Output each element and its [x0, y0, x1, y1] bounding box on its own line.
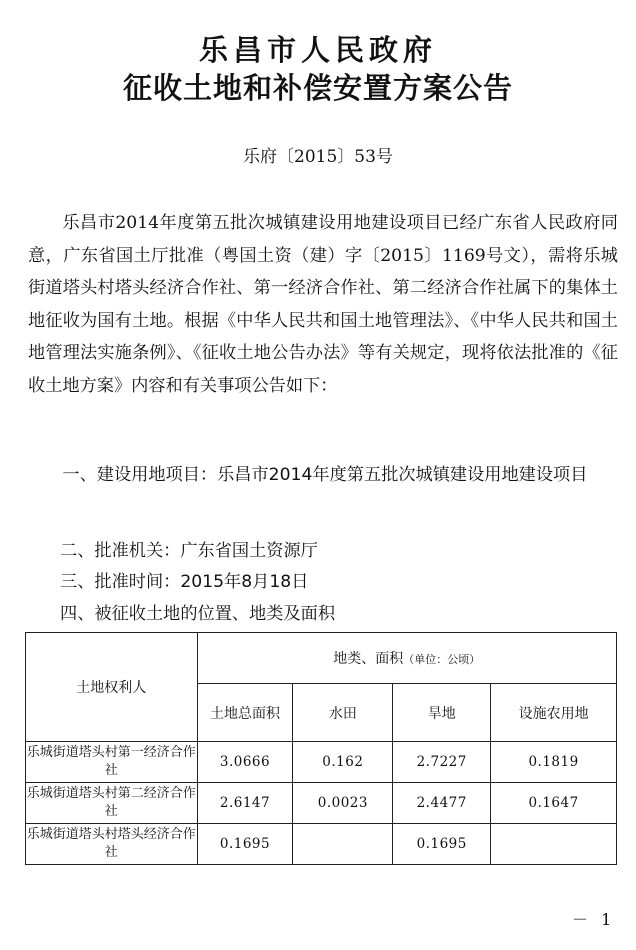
facility-area-cell: 0.1647 — [491, 783, 617, 824]
dry-area-cell: 2.7227 — [393, 742, 491, 783]
table-header-row — [26, 633, 617, 684]
dry-area-cell: 2.4477 — [393, 783, 491, 824]
document-number: 乐府〔2015〕53号 — [243, 147, 393, 167]
section-4-land-info: 四、被征收土地的位置、地类及面积 — [60, 604, 336, 624]
column-header-paddy: 水田 — [293, 684, 393, 742]
total-area-cell: 2.6147 — [197, 783, 293, 824]
total-area-cell: 3.0666 — [197, 742, 293, 783]
title-line-2: 征收土地和补偿安置方案公告 — [122, 71, 513, 105]
paddy-area-cell — [293, 824, 393, 865]
table-row — [26, 783, 617, 824]
intro-paragraph: 乐昌市2014年度第五批次城镇建设用地建设项目已经广东省人民政府同意，广东省国土厅批准（粤国土资（建）字〔2015〕1169号文），需将乐城街道塔头村塔头经济合作社、第一经济合作社、第二经济合作社属下的集体土地征收为国有土地。根据《中华人民共和国土地管理法》、《中华人民共和国土地管理法实施条例》、《征收土地公告办法》等有关规定，现将依法批准的《征收土地方案》内容和有关事项公告如下： — [28, 213, 618, 396]
section-3-approval-date: 三、批准时间：2015年8月18日 — [60, 572, 309, 592]
column-header-total: 土地总面积 — [197, 684, 293, 742]
paddy-area-cell: 0.0023 — [293, 783, 393, 824]
land-type-group-header — [197, 633, 616, 684]
table-row — [26, 824, 617, 865]
title-line-1: 乐昌市人民政府 — [198, 33, 437, 67]
dry-area-cell: 0.1695 — [393, 824, 491, 865]
facility-area-cell — [491, 824, 617, 865]
section-1-project: 一、建设用地项目：乐昌市2014年度第五批次城镇建设用地建设项目 — [62, 465, 588, 485]
unit-label: （单位：公顷） — [403, 653, 481, 666]
section-2-authority: 二、批准机关：广东省国土资源厅 — [60, 541, 318, 561]
facility-area-cell: 0.1819 — [491, 742, 617, 783]
owner-cell: 乐城街道塔头村塔头经济合作社 — [26, 824, 198, 865]
owner-column-header: 土地权利人 — [26, 633, 198, 742]
column-header-dry: 旱地 — [393, 684, 491, 742]
owner-cell: 乐城街道塔头村第一经济合作社 — [26, 742, 198, 783]
paddy-area-cell: 0.162 — [293, 742, 393, 783]
total-area-cell: 0.1695 — [197, 824, 293, 865]
column-header-facility: 设施农用地 — [491, 684, 617, 742]
table-row — [26, 742, 617, 783]
page-number: － 1 — [572, 910, 616, 929]
owner-cell: 乐城街道塔头村第二经济合作社 — [26, 783, 198, 824]
group-header-label: 地类、面积 — [333, 651, 404, 667]
land-table — [25, 632, 617, 865]
